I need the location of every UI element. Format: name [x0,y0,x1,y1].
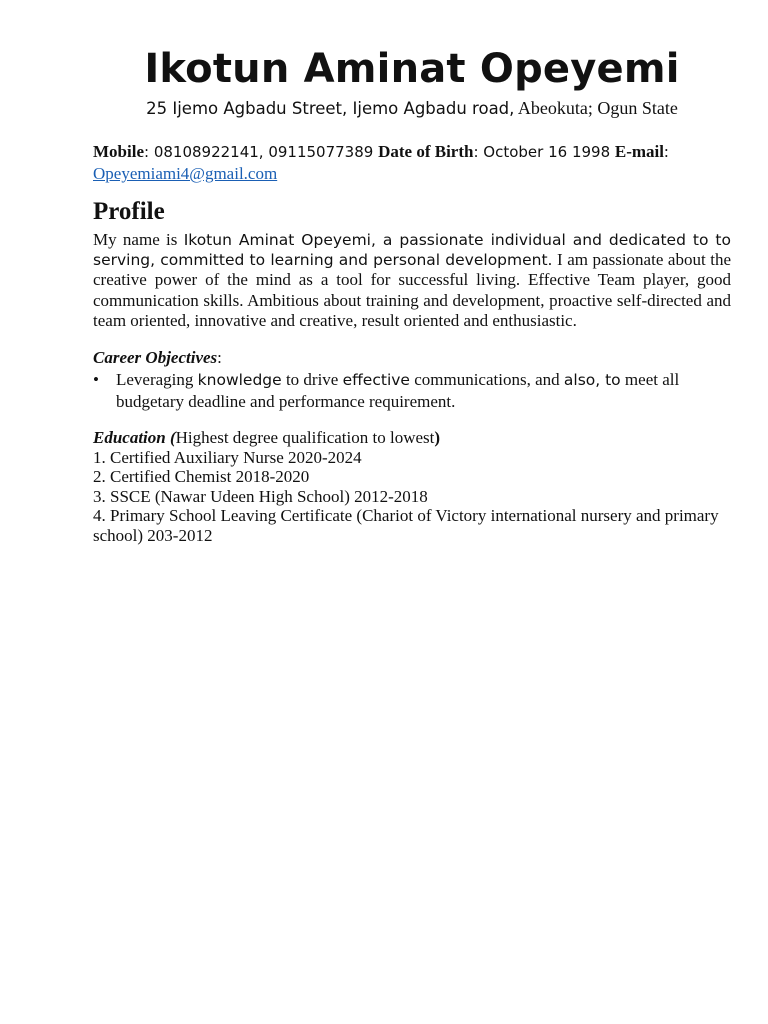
mobile-value: : 08108922141, 09115077389 [144,143,379,161]
dob-value: : October 16 1998 [473,143,615,161]
education-item: 4. Primary School Leaving Certificate (Chariot of Victory international nursery and primary school) 203-2012 [93,506,719,545]
education-close: ) [434,428,441,447]
list-item [93,369,713,412]
profile-text-part: I am passionate about the creative power of the mind as a tool for successful living. Effective Team player, good communication skills. Ambitious about training and development, proactive self-directed and team oriented, innovative and creative, result oriented and enthusiastic. [93,250,731,330]
email-label: E-mail [614,142,664,161]
contact-info [93,141,733,184]
education-section [93,428,733,546]
item-text: knowledge [197,371,282,389]
bullet-icon: • [93,370,99,389]
address-line [0,98,768,119]
item-text: Leveraging [116,370,198,389]
career-objectives-heading [93,348,222,368]
item-text: meet all budgetary deadline and performance requirement. [116,370,680,411]
dob-label: Date of Birth [378,142,474,161]
item-text: communications, and [409,370,564,389]
item-text: also, to [563,371,621,389]
education-heading [93,428,733,448]
mobile-label: Mobile [93,142,144,161]
career-objectives-title: Career Objectives [93,348,218,367]
education-subtitle: Highest degree qualification to lowest [175,428,435,447]
email-link[interactable]: Opeyemiami4@gmail.com [93,164,278,183]
profile-text-part: My name is [93,230,184,249]
education-title: Education ( [93,428,176,447]
education-item: 2. Certified Chemist 2018-2020 [93,467,310,487]
resume-name: Ikotun Aminat Opeyemi [144,46,680,92]
email-separator: : [664,142,669,161]
address-street: 25 Ijemo Agbadu Street, Ijemo Agbadu road, [146,99,515,118]
education-item: 3. SSCE (Nawar Udeen High School) 2012-2018 [93,486,428,506]
career-objectives-list [93,369,713,412]
item-text: effective [342,371,410,389]
career-colon: : [217,348,222,367]
education-item: 1. Certified Auxiliary Nurse 2020-2024 [93,447,362,467]
profile-text-part: Ikotun Aminat Opeyemi, a passionate individual and dedicated to to serving, committed to learning and personal development. [93,231,731,270]
profile-heading: Profile [93,198,165,225]
address-city: Abeokuta; Ogun State [514,98,678,118]
profile-text [93,230,731,331]
item-text: to drive [281,370,343,389]
